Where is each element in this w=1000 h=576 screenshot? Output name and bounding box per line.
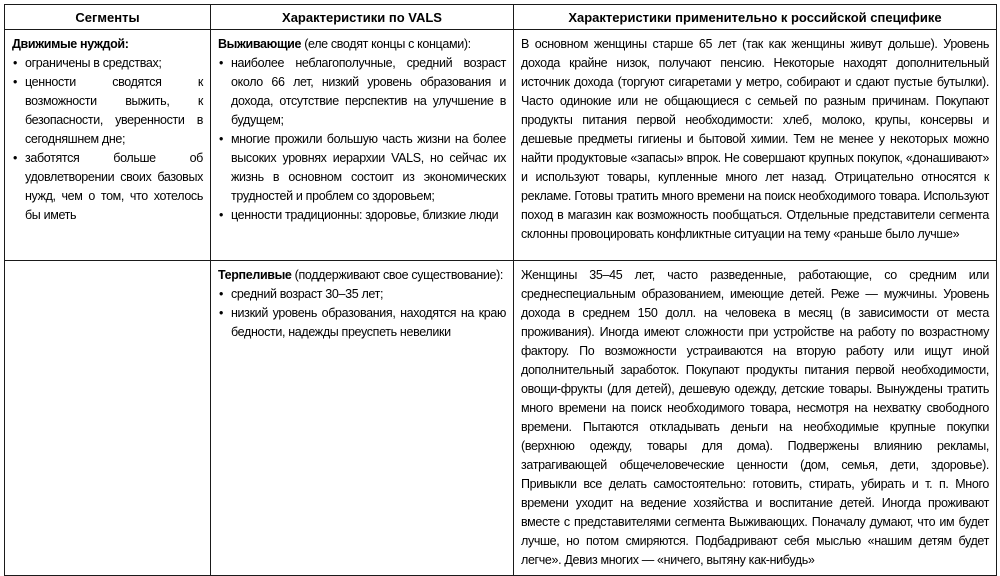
bullet-icon: • xyxy=(219,287,224,301)
segment-bullet-list xyxy=(12,54,203,225)
header-vals-characteristics: Характеристики по VALS xyxy=(211,5,514,30)
bullet-icon: • xyxy=(219,208,224,222)
vals-bullet-list xyxy=(218,285,506,342)
bullet-icon: • xyxy=(13,75,18,89)
vals-group-subtitle: (еле сводят концы с концами): xyxy=(301,37,471,51)
bullet-text: наиболее неблагополучные, средний возраст около 66 лет, низкий уровень образования и дохода, отсутствие перспектив на улучшение в будущем; xyxy=(231,56,506,127)
header-row xyxy=(5,5,997,30)
bullet-icon: • xyxy=(219,56,224,70)
bullet-text: низкий уровень образования, находятся на краю бедности, надежды преуспеть невелики xyxy=(231,306,506,339)
cell-segment-need-driven xyxy=(5,30,211,261)
cell-vals-survivors xyxy=(211,30,514,261)
bullet-text: многие прожили большую часть жизни на более высоких уровнях иерархии VALS, но сейчас их жизнь в основном состоит из экономических трудностей и проблем со здоровьем; xyxy=(231,132,506,203)
vals-group-name: Выживающие xyxy=(218,37,302,51)
cell-vals-sustainers xyxy=(211,261,514,576)
cell-russian-survivors xyxy=(514,30,997,261)
vals-segments-table xyxy=(4,4,997,576)
header-russian-characteristics: Характеристики применительно к российской специфике xyxy=(514,5,997,30)
header-segments: Сегменты xyxy=(5,5,211,30)
bullet-icon: • xyxy=(219,306,224,320)
bullet-text: ограничены в средствах; xyxy=(25,56,162,70)
russian-specifics-paragraph: В основном женщины старше 65 лет (так как женщины живут дольше). Уровень дохода крайне низок, получают пенсию. Некоторые находят дополнительный источник дохода (торгуют сигаретами у метро, собирают и сдают пустые бутылки). Часто одинокие или не общающиеся с семьей по разным причинам. Покупают продукты питания первой необходимости: хлеб, молоко, крупы, консервы и дешевые предметы гигиены и бытовой химии. Тем не менее у некоторых можно найти продуктовые «запасы» впрок. Не совершают крупных покупок, «донашивают» и используют товары, купленные много лет назад. Отрицательно относятся к рекламе. Готовы тратить много времени на поиск необходимого товара. Используют поход в магазин как возможность пообщаться. Отдельные представители сегмента склонны провоцировать конфликтные ситуации на тему «раньше было лучше» xyxy=(521,37,989,241)
table-row-survivors xyxy=(5,30,997,261)
vals-group-title xyxy=(218,35,506,54)
list-item xyxy=(218,206,506,225)
list-item xyxy=(12,149,203,225)
bullet-text: средний возраст 30–35 лет; xyxy=(231,287,384,301)
list-item xyxy=(218,130,506,206)
bullet-icon: • xyxy=(13,56,18,70)
list-item xyxy=(218,54,506,130)
bullet-text: заботятся больше об удовлетворении своих базовых нужд, чем о том, что хотелось бы иметь xyxy=(25,151,203,222)
list-item xyxy=(218,304,506,342)
list-item xyxy=(218,285,506,304)
cell-russian-sustainers xyxy=(514,261,997,576)
cell-segment-empty xyxy=(5,261,211,576)
vals-group-name: Терпеливые xyxy=(218,268,292,282)
vals-bullet-list xyxy=(218,54,506,225)
bullet-icon: • xyxy=(219,132,224,146)
bullet-icon: • xyxy=(13,151,18,165)
russian-specifics-paragraph: Женщины 35–45 лет, часто разведенные, работающие, со средним или среднеспециальным образованием, имеющие детей. Реже — мужчины. Уровень дохода в среднем 150 долл. на человека в месяц (в зависимости от места проживания). Иногда имеют сложности при устройстве на работу по возрастному фактору. По возможности устраиваются на вторую работу или ищут иной дополнительный заработок. Покупают продукты питания первой необходимости, овощи-фрукты (для детей), дешевую одежду, детские товары. Вынуждены тратить много времени на поиск необходимого товара, несмотря на нехватку свободного времени. Пытаются откладывать деньги на необходимые крупные покупки (верхнюю одежду, товары для дома). Подвержены влиянию рекламы, затрагивающей общечеловеческие ценности (дом, семья, дети, здоровье). Привыкли все делать самостоятельно: готовить, стирать, убирать и т. п. Много времени уходит на ведение хозяйства и воспитание детей. Иногда проживают вместе с представителями сегмента Выживающих. Поначалу думают, что им будет лучше, но потом смиряются. Подбадривают себя мыслью «нашим детям будет легче». Девиз многих — «ничего, вытяну как-нибудь» xyxy=(521,268,989,567)
bullet-text: ценности сводятся к возможности выжить, к безопасности, уверенности в сегодняшнем дне; xyxy=(25,75,203,146)
vals-group-title xyxy=(218,266,506,285)
list-item xyxy=(12,54,203,73)
bullet-text: ценности традиционны: здоровье, близкие люди xyxy=(231,208,499,222)
list-item xyxy=(12,73,203,149)
table-row-sustainers xyxy=(5,261,997,576)
vals-group-subtitle: (поддерживают свое существование): xyxy=(291,268,504,282)
segment-title: Движимые нуждой: xyxy=(12,37,129,51)
